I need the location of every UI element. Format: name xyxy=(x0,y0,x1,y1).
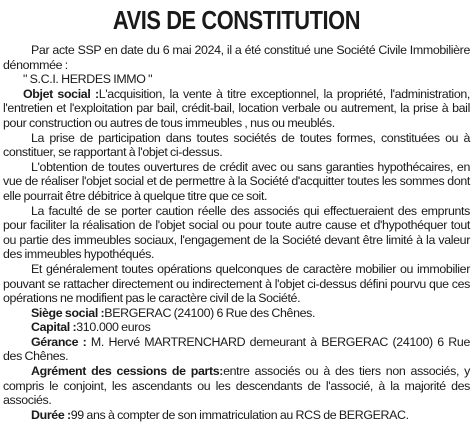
agrement-paragraph xyxy=(3,364,470,408)
objet-social-label: Objet social : xyxy=(23,86,99,101)
duree-paragraph xyxy=(3,408,470,423)
capital-paragraph xyxy=(3,320,470,335)
agrement-value: entre associés ou à des tiers non associés, y compris le conjoint, les ascendants ou les descendants de l'associé, à la majorité des associés. xyxy=(3,364,470,408)
gerance-value: M. Hervé MARTRENCHARD demeurant à BERGERAC (24100) 6 Rue des Chênes. xyxy=(3,334,470,364)
gerance-paragraph xyxy=(3,335,470,364)
capital-label: Capital : xyxy=(31,320,77,335)
siege-social-label: Siège social : xyxy=(31,305,105,320)
duree-label: Durée : xyxy=(31,407,71,422)
gerance-label: Gérance : xyxy=(31,334,87,349)
legal-notice xyxy=(3,4,470,422)
objet-social-paragraph xyxy=(3,87,470,131)
company-name: " S.C.I. HERDES IMMO " xyxy=(23,72,153,87)
siege-social-paragraph xyxy=(3,306,470,321)
credit-paragraph: L'obtention de toutes ouvertures de crédit avec ou sans garanties hypothécaires, en vue de réaliser l'objet social et de permettre à la Société d'acquitter toutes les sommes dont elle pourrait être débitrice à quelque titre que ce soit. xyxy=(3,159,470,203)
agrement-label: Agrément des cessions de parts: xyxy=(31,364,224,379)
notice-title: AVIS DE CONSTITUTION xyxy=(112,5,361,35)
intro-paragraph: Par acte SSP en date du 6 mai 2024, il a été constitué une Société Civile Immobilière dénommée : xyxy=(3,43,470,72)
caution-paragraph: La faculté de se porter caution réelle des associés qui effectueraient des emprunts pour faciliter la réalisation de l'objet social ou pour toute autre cause et d'hypothéquer tout ou partie des immeubles sociaux, l'engagement de la Société devant être limité à la valeur des immeubles hypothéqués. xyxy=(3,203,470,262)
capital-value: 310.000 euros xyxy=(76,320,151,335)
participation-paragraph: La prise de participation dans toutes sociétés de toutes formes, constituées ou à constituer, se rapportant à l'objet ci-dessus. xyxy=(3,130,470,160)
objet-social-text: L'acquisition, la vente à titre exceptionnel, la propriété, l'administration, l'entretien et l'exploitation par bail, crédit-bail, location verbale ou autrement, la prise à bail pour construction ou autres de tous immeubles , nus ou meublés. xyxy=(3,86,470,130)
duree-value: 99 ans à compter de son immatriculation au RCS de BERGERAC. xyxy=(70,407,409,422)
operations-paragraph: Et généralement toutes opérations quelconques de caractère mobilier ou immobilier pouvant se rattacher directement ou indirectement à l'objet ci-dessus défini pourvu que ces opérations ne modifient pas le caractère civil de la Société. xyxy=(3,261,470,306)
notice-body xyxy=(3,43,470,422)
siege-social-value: BERGERAC (24100) 6 Rue des Chênes. xyxy=(104,305,316,320)
